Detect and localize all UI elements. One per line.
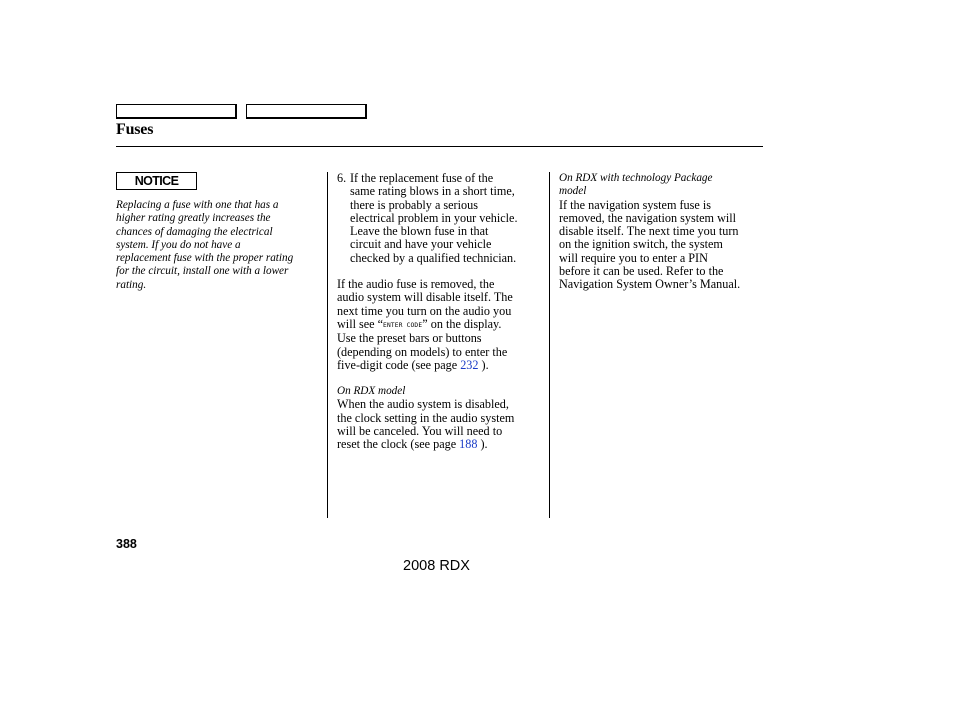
step-6 — [337, 172, 545, 265]
page-link-188[interactable]: 188 — [459, 437, 478, 452]
tech-package-heading: On RDX with technology Package model — [559, 172, 713, 198]
page-title: Fuses — [116, 121, 154, 138]
clock-text-after: ). — [477, 437, 488, 452]
step-text: If the replacement fuse of the same rating blows in a short time, there is probably a serious electrical problem in your vehicle. Leave the blown fuse in that circuit and have your vehicle checked by a qualified technician. — [350, 171, 518, 265]
audio-text-mid: ” on the display. Use the preset bars or buttons (depending on models) to enter the five-digit code (see page — [337, 316, 508, 372]
column-divider-1 — [327, 172, 328, 518]
audio-text-after: ). — [478, 357, 489, 372]
footer-model: 2008 RDX — [403, 558, 470, 574]
nav-button-right[interactable] — [246, 104, 367, 119]
navigation-fuse-paragraph: If the navigation system fuse is removed, the navigation system will disable itself. The next time you turn on the ignition switch, the system will require you to enter a PIN before it can be used. Refer to the Navigation System Owner’s Manual. — [559, 197, 741, 292]
column-divider-2 — [549, 172, 550, 518]
clock-paragraph — [337, 398, 545, 451]
audio-text-before: If the audio fuse is removed, the audio system will disable itself. The next time you turn on the audio you will see “ — [337, 277, 513, 331]
notice-text: Replacing a fuse with one that has a higher rating greatly increases the chances of damaging the electrical system. If you do not have a replacement fuse with the proper rating for the circuit, install one with a lower rating. — [116, 199, 294, 291]
nav-button-left[interactable] — [116, 104, 237, 119]
audio-fuse-paragraph — [337, 278, 545, 372]
title-rule — [116, 146, 763, 147]
page-number: 388 — [116, 537, 137, 551]
rdx-model-heading: On RDX model — [337, 385, 406, 398]
column-3 — [559, 172, 764, 292]
notice-badge: NOTICE — [116, 172, 197, 190]
column-2 — [337, 172, 545, 452]
step-number: 6. — [337, 171, 347, 185]
enter-code-display: ENTER CODE — [383, 321, 423, 329]
page-link-232[interactable]: 232 — [460, 357, 479, 372]
clock-text-before: When the audio system is disabled, the clock setting in the audio system will be canceled. You will need to reset the clock (see page — [337, 397, 515, 452]
